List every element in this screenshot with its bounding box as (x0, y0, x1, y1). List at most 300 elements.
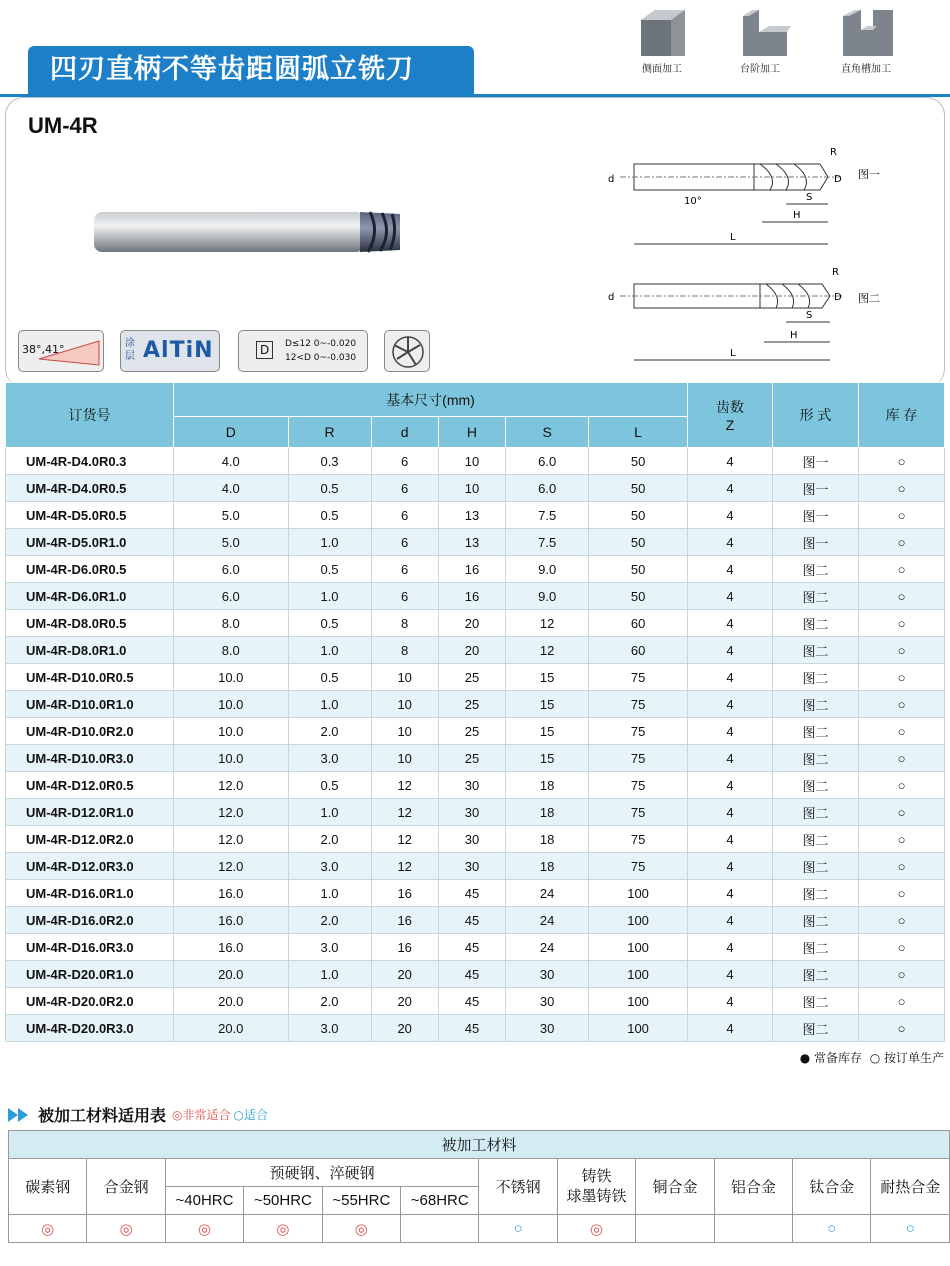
helix-angle-badge (18, 330, 104, 372)
op-label: 台阶加工 (740, 64, 780, 75)
table-cell: 30 (506, 1015, 589, 1042)
teeth-symbol: Z (725, 417, 735, 433)
slot-machining-icon (835, 8, 897, 58)
table-cell: 13 (438, 502, 505, 529)
table-cell: 4 (688, 934, 773, 961)
table-row (6, 448, 945, 475)
coating-badge (120, 330, 220, 372)
table-cell: UM-4R-D5.0R0.5 (6, 502, 174, 529)
table-cell: ○ (859, 637, 945, 664)
table-cell: 5.0 (174, 529, 289, 556)
table-cell: 0.5 (288, 556, 371, 583)
table-cell: 图二 (773, 907, 859, 934)
table-cell: 75 (589, 772, 688, 799)
hrc-55: ~55HRC (322, 1187, 400, 1215)
table-cell: 图二 (773, 718, 859, 745)
table-cell: 1.0 (288, 799, 371, 826)
table-cell: 6.0 (506, 448, 589, 475)
table-cell: 18 (506, 772, 589, 799)
suitability-mark: ○ (793, 1215, 871, 1243)
suitability-mark (714, 1215, 792, 1243)
table-cell: ○ (859, 475, 945, 502)
table-cell: 12 (371, 772, 438, 799)
table-cell: UM-4R-D10.0R2.0 (6, 718, 174, 745)
table-cell: 图二 (773, 583, 859, 610)
table-cell: 6.0 (506, 475, 589, 502)
table-cell: 100 (589, 907, 688, 934)
col-dim: R (288, 417, 371, 448)
table-cell: 20 (438, 610, 505, 637)
table-cell: 60 (589, 610, 688, 637)
table-cell: 图一 (773, 475, 859, 502)
table-cell: 16 (371, 907, 438, 934)
col-stock: 库 存 (859, 383, 945, 448)
table-cell: 6 (371, 475, 438, 502)
table-cell: 3.0 (288, 853, 371, 880)
table-cell: 10.0 (174, 664, 289, 691)
suitability-mark: ◎ (557, 1215, 635, 1243)
col-basic-dimensions: 基本尺寸(mm) (174, 383, 688, 417)
table-cell: 50 (589, 448, 688, 475)
op-slot-machining (826, 8, 906, 75)
table-row (6, 529, 945, 556)
table-row (6, 718, 945, 745)
mat-stainless: 不锈钢 (479, 1159, 557, 1215)
table-cell: 100 (589, 1015, 688, 1042)
table-cell: 18 (506, 853, 589, 880)
table-cell: 20 (438, 637, 505, 664)
table-cell: 15 (506, 691, 589, 718)
table-cell: ○ (859, 799, 945, 826)
table-cell: 30 (438, 799, 505, 826)
table-cell: 12 (371, 826, 438, 853)
col-dim: L (589, 417, 688, 448)
table-cell: 图一 (773, 502, 859, 529)
table-cell: 图二 (773, 637, 859, 664)
coating-prefix: 涂层 (125, 338, 135, 362)
table-cell: 4 (688, 1015, 773, 1042)
table-cell: 12.0 (174, 826, 289, 853)
table-cell: UM-4R-D10.0R1.0 (6, 691, 174, 718)
table-cell: 15 (506, 745, 589, 772)
table-cell: 4.0 (174, 475, 289, 502)
table-cell: UM-4R-D12.0R0.5 (6, 772, 174, 799)
table-cell: 6 (371, 583, 438, 610)
table-cell: UM-4R-D6.0R1.0 (6, 583, 174, 610)
table-cell: UM-4R-D4.0R0.3 (6, 448, 174, 475)
table-cell: 4 (688, 448, 773, 475)
table-cell: 8.0 (174, 637, 289, 664)
table-cell: UM-4R-D10.0R3.0 (6, 745, 174, 772)
fig-label: 图二 (858, 292, 880, 305)
table-cell: 4 (688, 907, 773, 934)
page-title: 四刃直柄不等齿距圆弧立铣刀 (28, 46, 474, 94)
table-cell: 3.0 (288, 934, 371, 961)
table-row (6, 961, 945, 988)
table-cell: 4 (688, 826, 773, 853)
table-cell: 4 (688, 799, 773, 826)
tolerance-d-symbol: D (256, 341, 273, 359)
mat-copper: 铜合金 (636, 1159, 714, 1215)
table-cell: 25 (438, 664, 505, 691)
table-row (6, 502, 945, 529)
hrc-40: ~40HRC (165, 1187, 243, 1215)
col-order-no: 订货号 (6, 383, 174, 448)
table-cell: 0.5 (288, 772, 371, 799)
table-cell: 18 (506, 799, 589, 826)
dim-d: d (608, 174, 615, 185)
table-cell: 15 (506, 718, 589, 745)
dim-L: L (730, 232, 736, 243)
table-cell: ○ (859, 610, 945, 637)
table-cell: 9.0 (506, 556, 589, 583)
op-label: 直角槽加工 (841, 64, 891, 75)
table-cell: UM-4R-D8.0R1.0 (6, 637, 174, 664)
table-cell: 18 (506, 826, 589, 853)
table-cell: 0.3 (288, 448, 371, 475)
table-cell: 50 (589, 529, 688, 556)
dim-R: R (830, 147, 837, 158)
table-cell: 6.0 (174, 556, 289, 583)
table-cell: 75 (589, 745, 688, 772)
table-cell: 100 (589, 961, 688, 988)
table-cell: 24 (506, 934, 589, 961)
table-cell: 4 (688, 961, 773, 988)
suitability-mark: ◎ (87, 1215, 165, 1243)
table-row (6, 907, 945, 934)
table-cell: 20 (371, 1015, 438, 1042)
table-cell: 8.0 (174, 610, 289, 637)
table-cell: ○ (859, 961, 945, 988)
four-flute-icon (385, 331, 431, 373)
table-cell: 图一 (773, 529, 859, 556)
material-section-title: 被加工材料适用表 (38, 1106, 167, 1125)
table-cell: 20.0 (174, 1015, 289, 1042)
col-dim: d (371, 417, 438, 448)
table-cell: UM-4R-D6.0R0.5 (6, 556, 174, 583)
table-cell: 10.0 (174, 745, 289, 772)
table-row (6, 610, 945, 637)
table-cell: 2.0 (288, 988, 371, 1015)
table-cell: 2.0 (288, 826, 371, 853)
legend-made-to-order: ○ 按订单生产 (869, 1051, 944, 1065)
table-cell: 75 (589, 691, 688, 718)
mat-alloy-steel: 合金钢 (87, 1159, 165, 1215)
table-cell: 45 (438, 1015, 505, 1042)
drawing-figure-1 (600, 140, 900, 260)
table-cell: ○ (859, 691, 945, 718)
table-cell: 10 (371, 691, 438, 718)
mat-heat-resistant: 耐热合金 (871, 1159, 950, 1215)
table-cell: 12 (371, 853, 438, 880)
table-cell: 100 (589, 988, 688, 1015)
table-cell: 5.0 (174, 502, 289, 529)
table-cell: 12.0 (174, 799, 289, 826)
table-cell: 45 (438, 907, 505, 934)
table-row (6, 583, 945, 610)
table-cell: 8 (371, 637, 438, 664)
mat-aluminum: 铝合金 (714, 1159, 792, 1215)
op-side-machining (622, 8, 702, 75)
table-cell: UM-4R-D16.0R1.0 (6, 880, 174, 907)
dim-S: S (806, 192, 813, 203)
table-cell: 1.0 (288, 583, 371, 610)
table-cell: 4 (688, 745, 773, 772)
table-cell: 50 (589, 502, 688, 529)
table-cell: 25 (438, 745, 505, 772)
table-row (6, 826, 945, 853)
table-cell: 10 (371, 745, 438, 772)
table-cell: 20 (371, 988, 438, 1015)
table-row (6, 691, 945, 718)
table-cell: 30 (506, 988, 589, 1015)
stock-legend (800, 1049, 944, 1066)
fig-label: 图一 (858, 168, 880, 181)
drawing-figure-2 (600, 262, 900, 370)
table-cell: ○ (859, 907, 945, 934)
table-cell: 4 (688, 691, 773, 718)
table-cell: 0.5 (288, 475, 371, 502)
mat-titanium: 钛合金 (793, 1159, 871, 1215)
table-cell: 图二 (773, 691, 859, 718)
table-cell: 20 (371, 961, 438, 988)
hrc-68: ~68HRC (401, 1187, 479, 1215)
table-cell: UM-4R-D8.0R0.5 (6, 610, 174, 637)
table-cell: 12 (506, 637, 589, 664)
table-cell: 8 (371, 610, 438, 637)
table-cell: 图二 (773, 934, 859, 961)
table-cell: 4 (688, 718, 773, 745)
table-row (6, 853, 945, 880)
table-cell: 图二 (773, 988, 859, 1015)
table-cell: 0.5 (288, 610, 371, 637)
table-cell: 30 (438, 853, 505, 880)
table-cell: 30 (506, 961, 589, 988)
table-cell: 16.0 (174, 907, 289, 934)
col-dim: D (174, 417, 289, 448)
table-cell: 12 (506, 610, 589, 637)
table-cell: ○ (859, 502, 945, 529)
cast-iron-label: 铸铁 (581, 1167, 612, 1185)
tolerance-badge (238, 330, 368, 372)
dim-S: S (806, 310, 813, 321)
table-cell: 1.0 (288, 529, 371, 556)
teeth-label: 齿数 (716, 399, 744, 415)
table-cell: ○ (859, 529, 945, 556)
side-machining-icon (633, 8, 691, 58)
table-cell: 13 (438, 529, 505, 556)
table-cell: 16.0 (174, 880, 289, 907)
table-cell: 10 (438, 475, 505, 502)
dim-angle: 10° (684, 196, 702, 207)
table-cell: 45 (438, 880, 505, 907)
table-cell: 75 (589, 853, 688, 880)
helix-angle-text: 38°,41° (22, 343, 65, 356)
table-cell: 16.0 (174, 934, 289, 961)
table-row (6, 556, 945, 583)
table-cell: 30 (438, 772, 505, 799)
suitability-mark: ◎ (244, 1215, 322, 1243)
table-cell: 图二 (773, 1015, 859, 1042)
table-cell: 45 (438, 934, 505, 961)
table-cell: 20.0 (174, 988, 289, 1015)
table-cell: 75 (589, 664, 688, 691)
table-row (6, 745, 945, 772)
table-cell: 24 (506, 880, 589, 907)
table-cell: 2.0 (288, 907, 371, 934)
suitability-mark: ○ (871, 1215, 950, 1243)
table-cell: UM-4R-D16.0R3.0 (6, 934, 174, 961)
table-cell: 100 (589, 880, 688, 907)
table-cell: ○ (859, 1015, 945, 1042)
table-cell: UM-4R-D20.0R3.0 (6, 1015, 174, 1042)
double-chevron-icon (8, 1106, 38, 1124)
col-form: 形 式 (773, 383, 859, 448)
material-table (8, 1130, 950, 1243)
table-cell: 50 (589, 556, 688, 583)
mat-carbon-steel: 碳素钢 (9, 1159, 87, 1215)
table-row (6, 772, 945, 799)
table-cell: UM-4R-D20.0R2.0 (6, 988, 174, 1015)
table-cell: UM-4R-D12.0R1.0 (6, 799, 174, 826)
hrc-50: ~50HRC (244, 1187, 322, 1215)
dim-d: d (608, 292, 615, 303)
dim-L: L (730, 348, 736, 359)
table-cell: 10.0 (174, 718, 289, 745)
note-suitable: ○适合 (233, 1108, 268, 1122)
table-cell: ○ (859, 772, 945, 799)
table-cell: 4 (688, 880, 773, 907)
table-cell: ○ (859, 745, 945, 772)
table-cell: UM-4R-D16.0R2.0 (6, 907, 174, 934)
table-cell: 0.5 (288, 664, 371, 691)
coating-text: AlTiN (143, 338, 214, 363)
table-cell: 6 (371, 529, 438, 556)
table-cell: ○ (859, 934, 945, 961)
table-cell: 20.0 (174, 961, 289, 988)
suitability-mark: ◎ (165, 1215, 243, 1243)
table-cell: 图二 (773, 880, 859, 907)
ductile-iron-label: 球墨铸铁 (566, 1187, 627, 1205)
end-mill-photo (90, 190, 410, 260)
table-cell: ○ (859, 718, 945, 745)
table-cell: ○ (859, 853, 945, 880)
dim-R: R (832, 267, 839, 278)
table-cell: 图二 (773, 826, 859, 853)
table-cell: 50 (589, 475, 688, 502)
table-cell: 60 (589, 637, 688, 664)
note-very-suitable: ◎非常适合 (172, 1108, 231, 1122)
table-row (6, 880, 945, 907)
table-cell: 4 (688, 475, 773, 502)
table-cell: UM-4R-D4.0R0.5 (6, 475, 174, 502)
table-cell: 10 (371, 664, 438, 691)
table-cell: 0.5 (288, 502, 371, 529)
table-cell: 图二 (773, 556, 859, 583)
tolerance-line-2: 12<D 0~-0.030 (285, 353, 357, 363)
table-cell: 4 (688, 988, 773, 1015)
col-teeth (688, 383, 773, 448)
material-section-heading (8, 1103, 268, 1126)
table-cell: 图二 (773, 745, 859, 772)
table-cell: ○ (859, 664, 945, 691)
model-name: UM-4R (28, 113, 98, 138)
table-cell: 45 (438, 961, 505, 988)
material-header: 被加工材料 (9, 1131, 950, 1159)
table-cell: 4 (688, 502, 773, 529)
table-cell: 6 (371, 448, 438, 475)
table-cell: 1.0 (288, 880, 371, 907)
dim-H: H (790, 330, 798, 341)
table-cell: 10 (438, 448, 505, 475)
suitability-mark: ◎ (322, 1215, 400, 1243)
table-cell: 3.0 (288, 1015, 371, 1042)
table-cell: 图二 (773, 772, 859, 799)
table-cell: 45 (438, 988, 505, 1015)
mat-cast-iron (557, 1159, 635, 1215)
table-cell: 4 (688, 529, 773, 556)
table-cell: 4 (688, 583, 773, 610)
table-cell: 1.0 (288, 691, 371, 718)
table-cell: ○ (859, 880, 945, 907)
table-cell: ○ (859, 556, 945, 583)
tolerance-line-1: D≤12 0~-0.020 (285, 339, 357, 349)
table-cell: 50 (589, 583, 688, 610)
table-cell: UM-4R-D12.0R2.0 (6, 826, 174, 853)
step-machining-icon (729, 8, 791, 58)
table-cell: 25 (438, 691, 505, 718)
table-cell: 图二 (773, 610, 859, 637)
suitability-mark (401, 1215, 479, 1243)
dim-D: D (834, 292, 842, 303)
table-cell: 30 (438, 826, 505, 853)
suitability-mark: ◎ (9, 1215, 87, 1243)
table-cell: 9.0 (506, 583, 589, 610)
table-cell: 75 (589, 826, 688, 853)
dim-H: H (793, 210, 801, 221)
table-cell: 6 (371, 556, 438, 583)
table-cell: 15 (506, 664, 589, 691)
table-cell: 16 (371, 880, 438, 907)
table-cell: ○ (859, 448, 945, 475)
table-cell: UM-4R-D20.0R1.0 (6, 961, 174, 988)
table-cell: 图二 (773, 853, 859, 880)
op-step-machining (720, 8, 800, 75)
table-row (6, 1015, 945, 1042)
spec-table (5, 382, 945, 1042)
table-cell: 4 (688, 610, 773, 637)
table-cell: ○ (859, 988, 945, 1015)
table-cell: 12.0 (174, 853, 289, 880)
table-cell: 75 (589, 799, 688, 826)
table-cell: 100 (589, 934, 688, 961)
table-cell: 图二 (773, 664, 859, 691)
table-cell: 10 (371, 718, 438, 745)
table-row (6, 988, 945, 1015)
table-cell: 7.5 (506, 529, 589, 556)
table-cell: 6 (371, 502, 438, 529)
suitability-mark: ○ (479, 1215, 557, 1243)
table-cell: 12.0 (174, 772, 289, 799)
col-dim: S (506, 417, 589, 448)
table-cell: 2.0 (288, 718, 371, 745)
table-cell: 10.0 (174, 691, 289, 718)
table-cell: 3.0 (288, 745, 371, 772)
table-cell: 4 (688, 853, 773, 880)
table-cell: 16 (371, 934, 438, 961)
table-cell: 4 (688, 772, 773, 799)
table-cell: 4 (688, 664, 773, 691)
